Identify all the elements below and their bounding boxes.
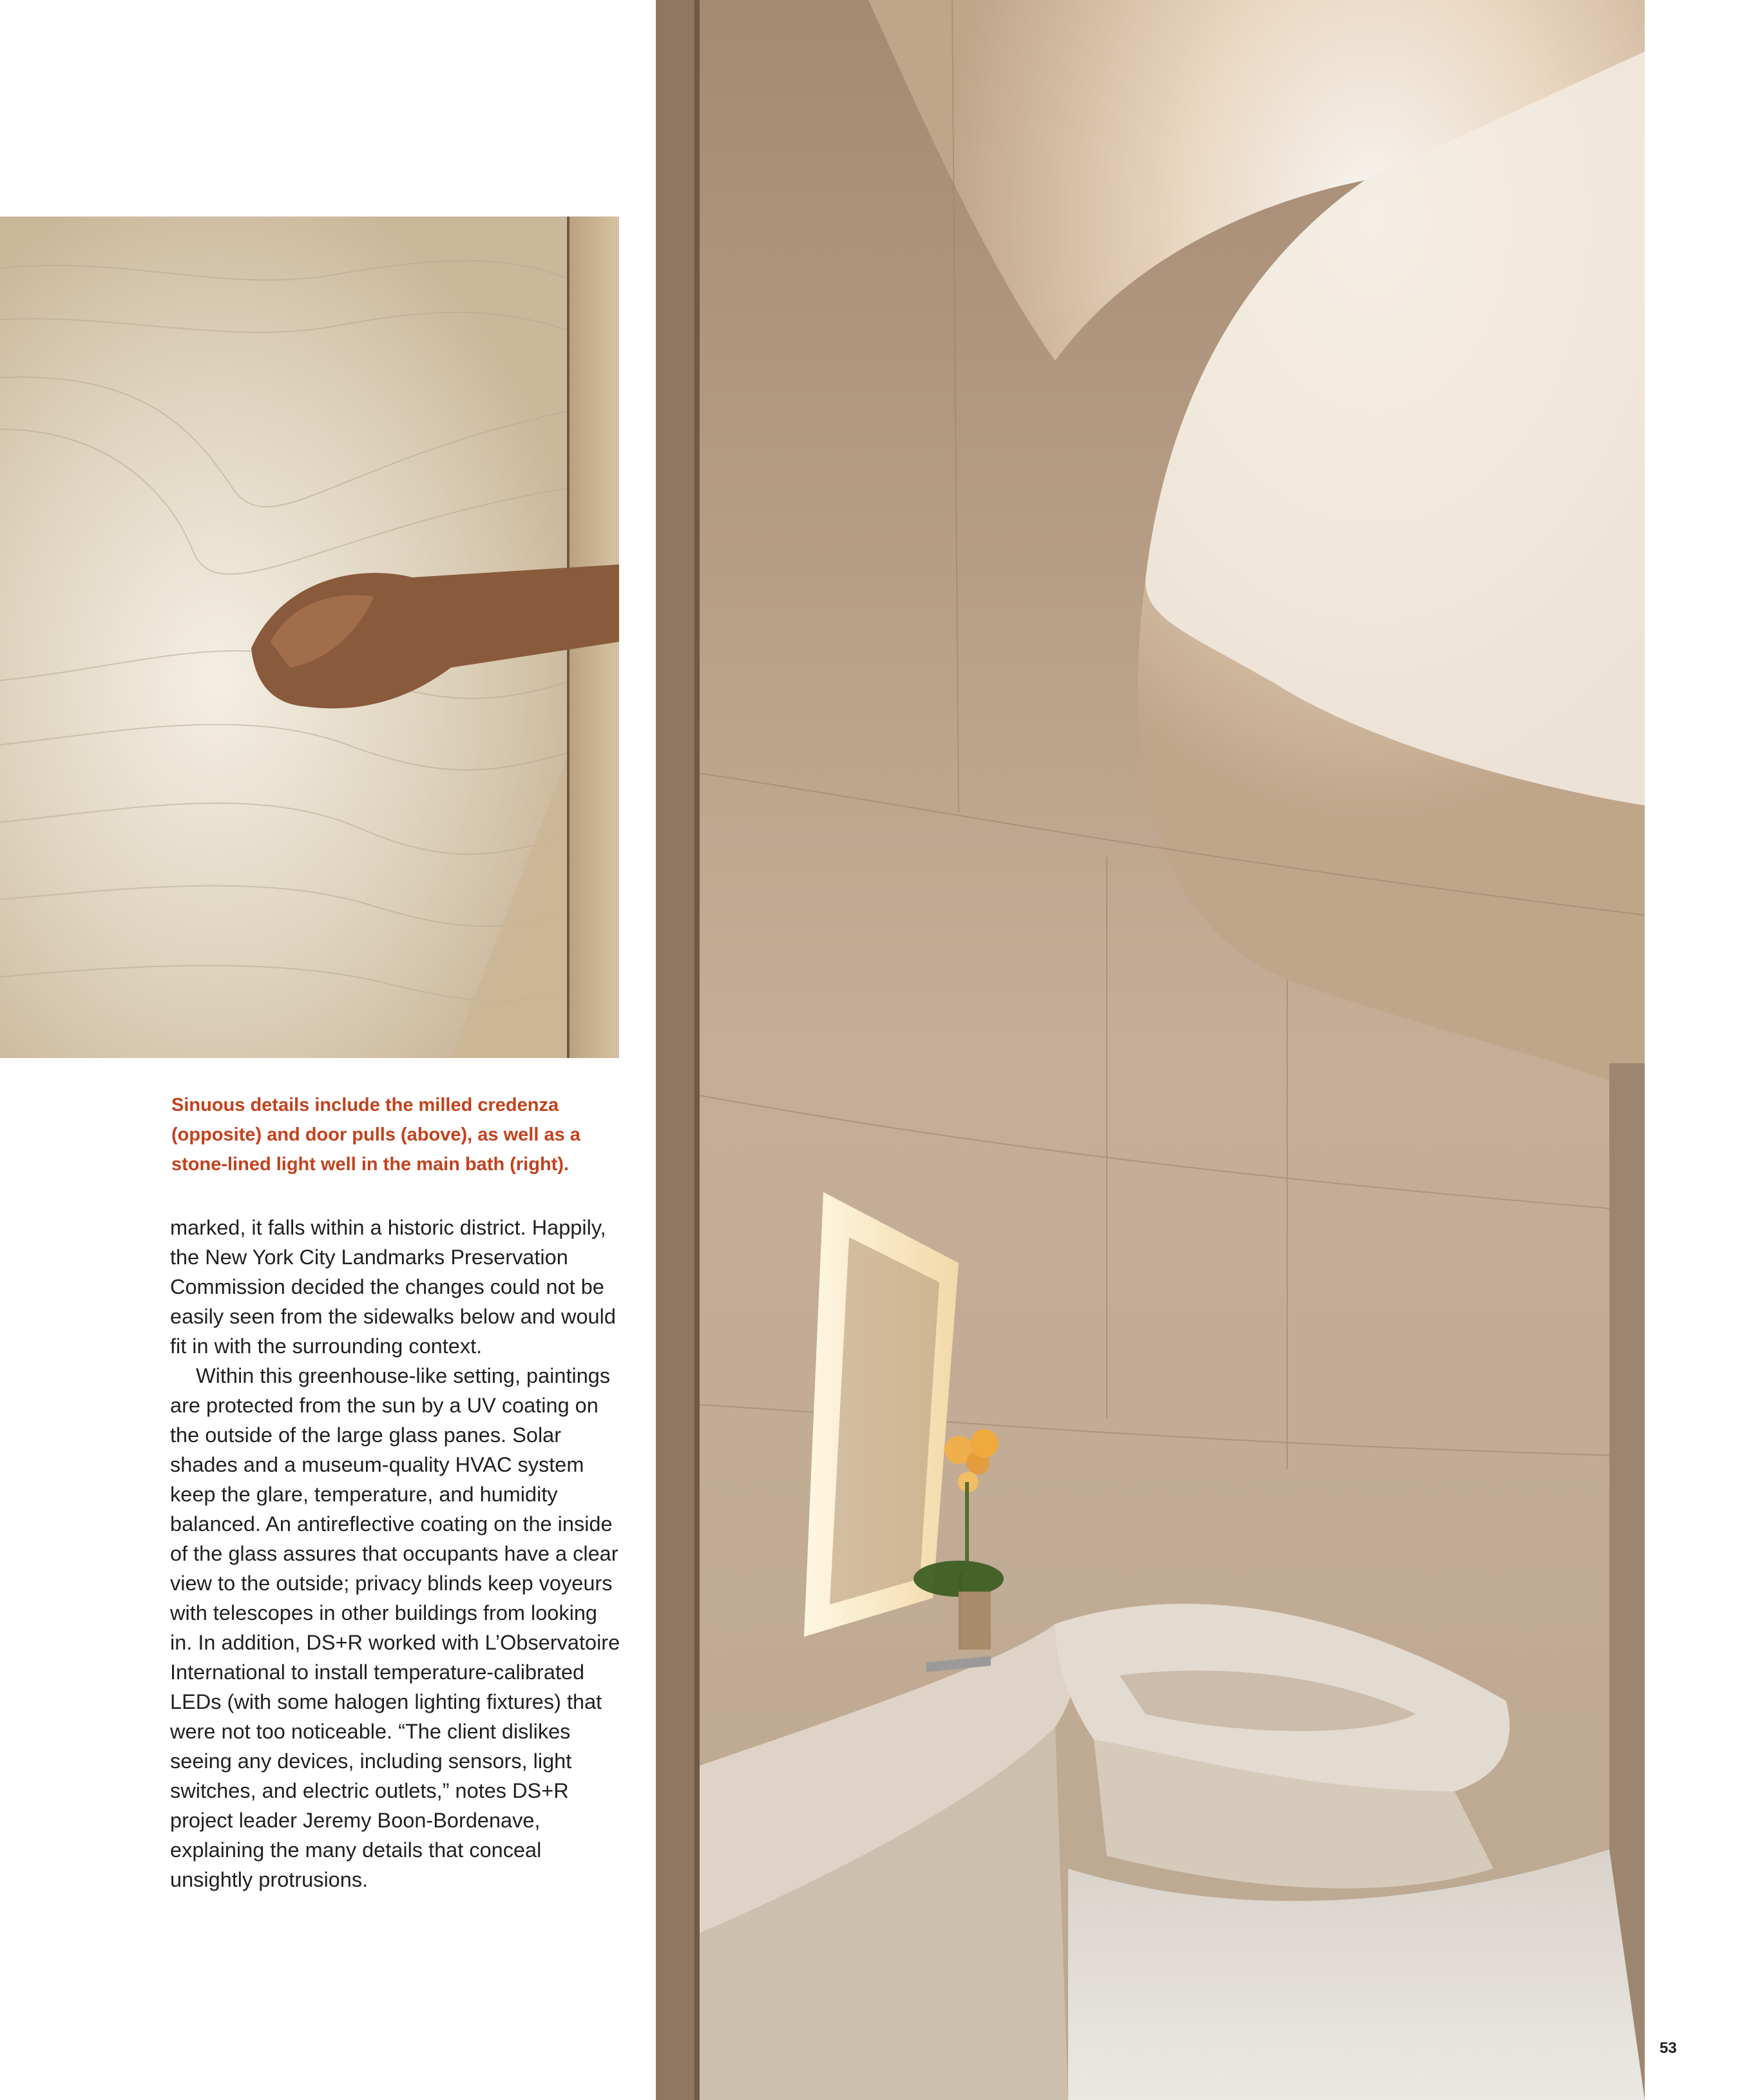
page-number: 53: [1660, 2039, 1677, 2057]
photo-caption: Sinuous details include the milled credenza (opposite) and door pulls (above), as well as a stone-lined light well in the main bath (right).: [171, 1095, 580, 1175]
body-paragraph-2: Within this greenhouse-like setting, paintings are protected from the sun by a UV coating on the outside of the large glass panes. Solar shades and a museum-quality HVAC system keep the glare, temperature, and humidity balanced. An antireflective coating on the inside of the glass assures that occupants have a clear view to the outside; privacy blinds keep voyeurs with telescopes in other buildings from looking in. In addition, DS+R worked with L’Observatoire International to install temperature-calibrated LEDs (with some halogen lighting fixtures) that were not too noticeable. “The client dislikes seeing any devices, including sensors, light switches, and electric outlets,” notes DS+R project leader Jeremy Boon-Bordenave, explaining the many details that conceal unsightly protrusions.: [170, 1364, 620, 1891]
article-body: [170, 1213, 621, 1894]
body-paragraph-1: marked, it falls within a historic district. Happily, the New York City Landmarks Preservation Commission decided the changes could not be easily seen from the sidewalks below and would fit in with the surrounding context.: [170, 1216, 616, 1358]
bathroom-photo: [656, 0, 1645, 2100]
bathroom-illustration: [656, 0, 1645, 2100]
door-pull-photo: [0, 217, 619, 1058]
door-pull-illustration: [0, 217, 619, 1058]
